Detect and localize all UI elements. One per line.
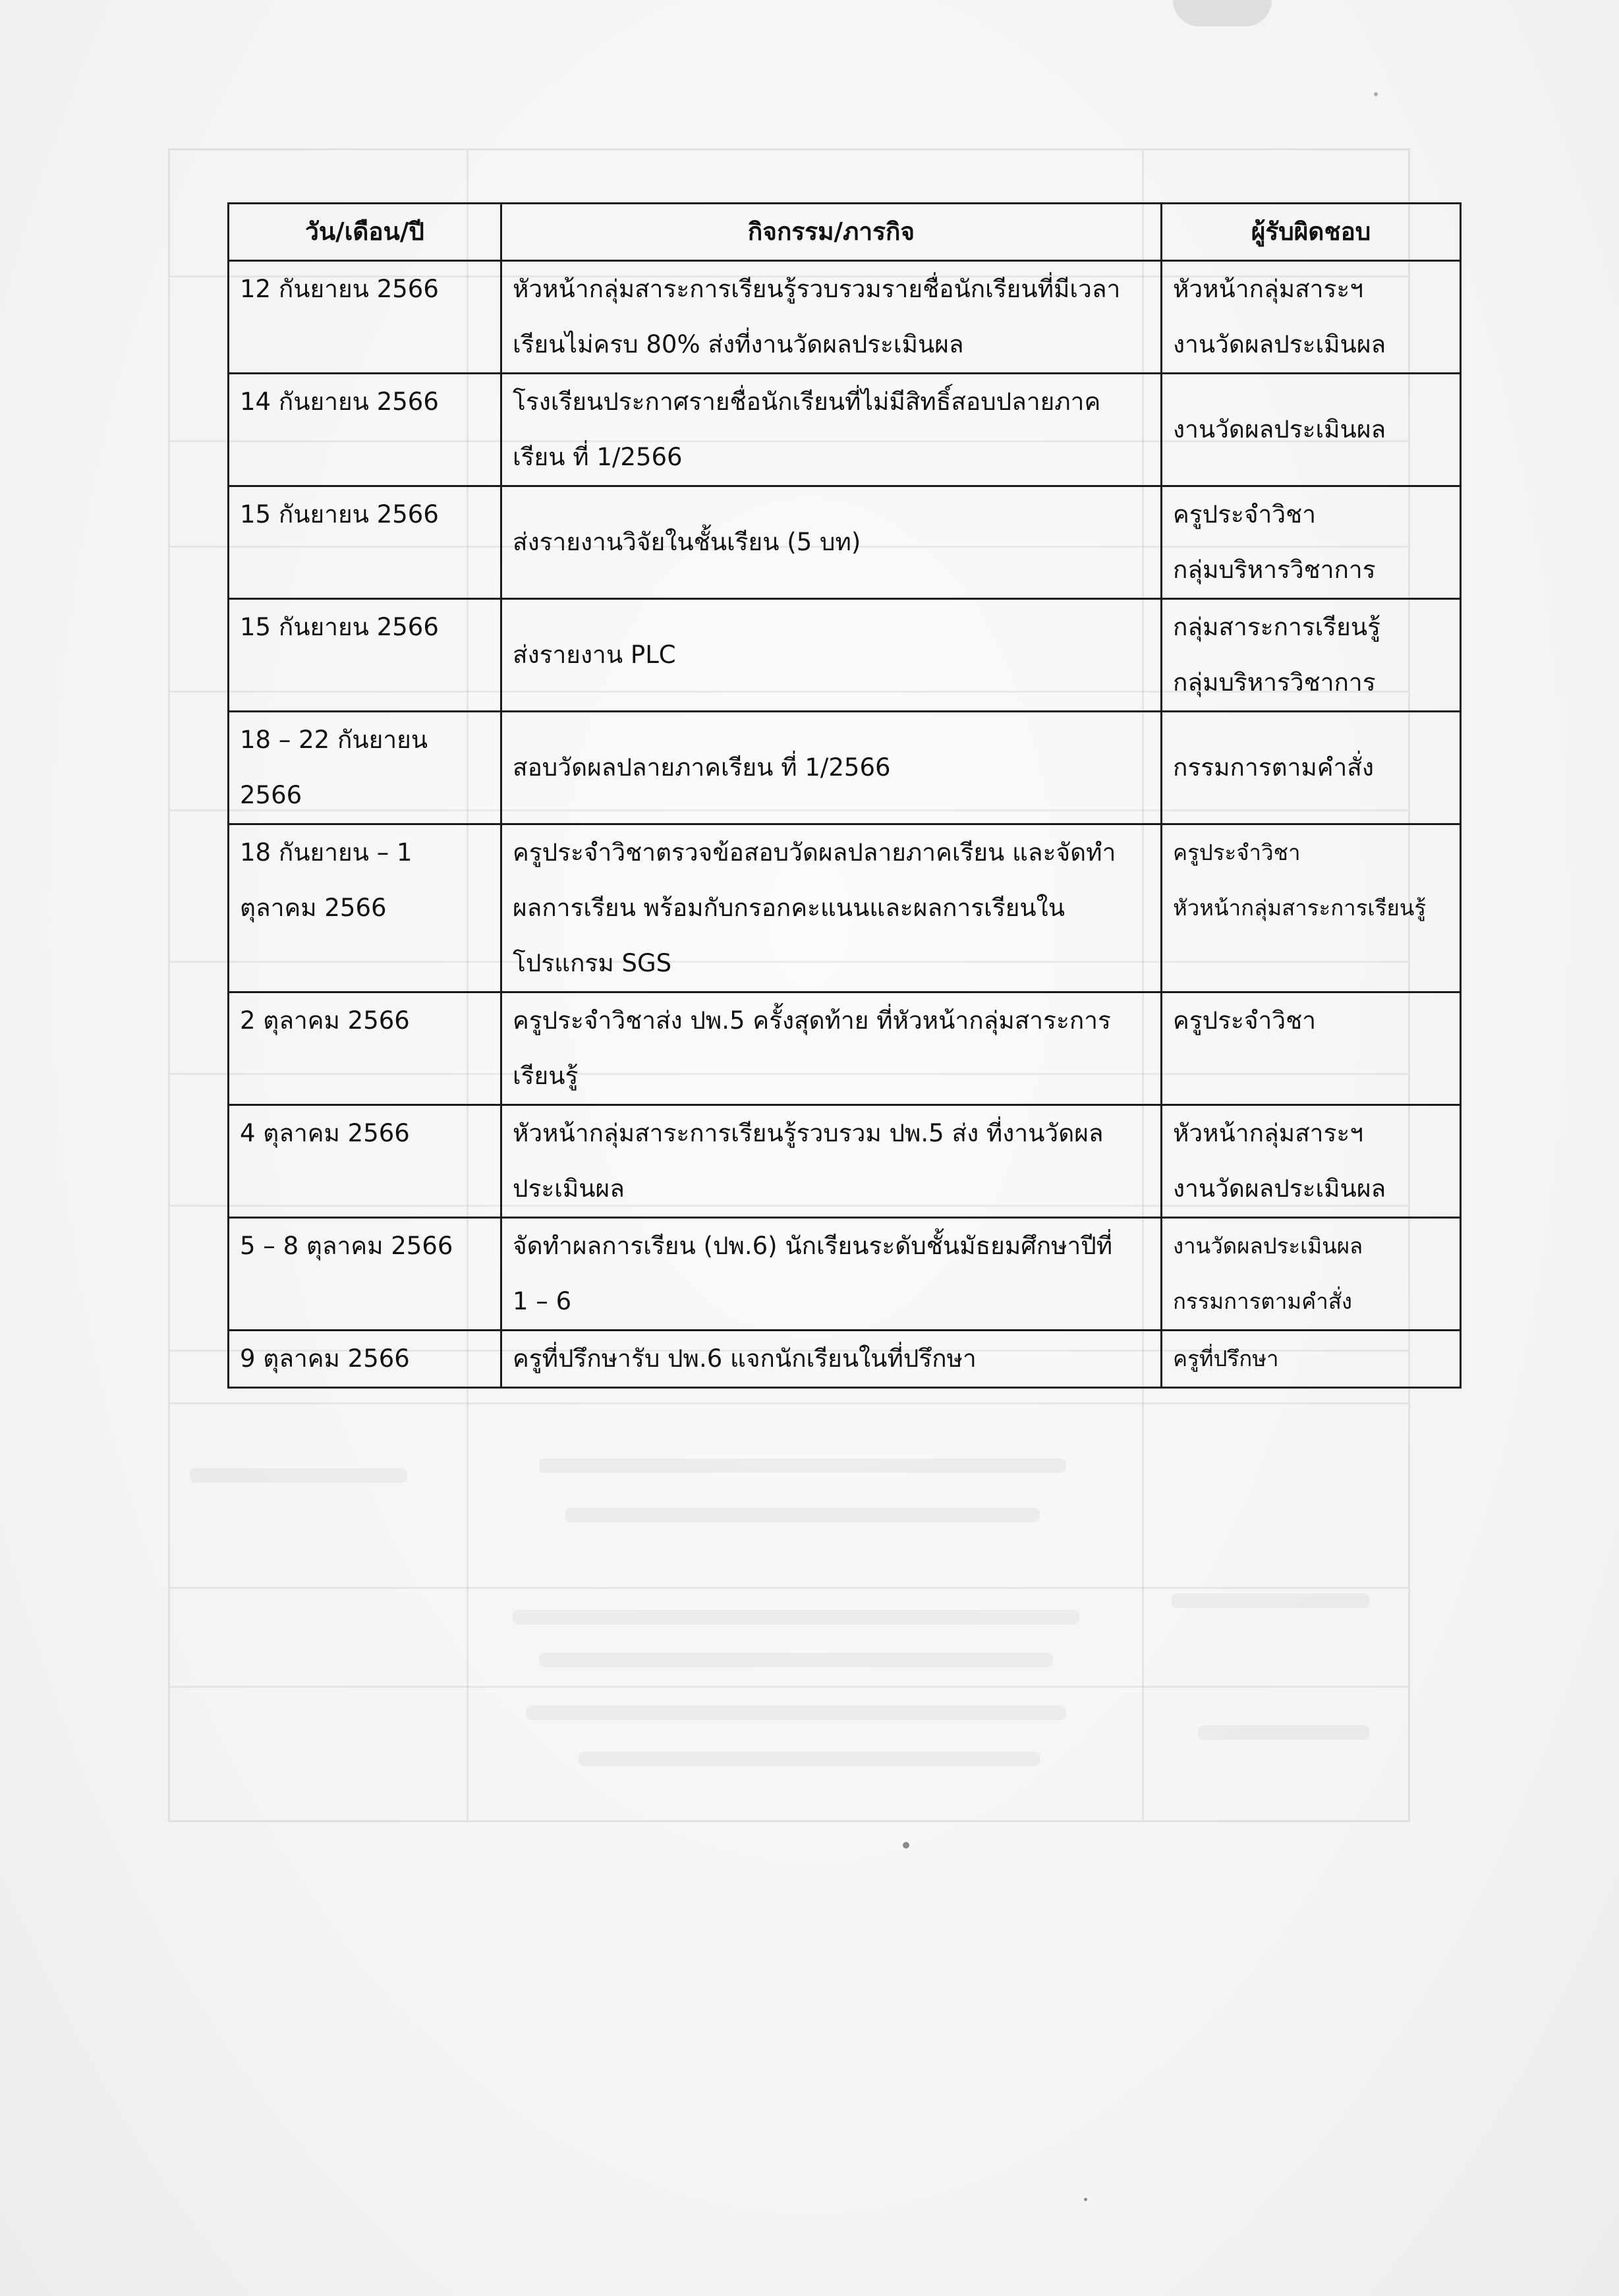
- responsible-text: งานวัดผลประเมินผล: [1173, 1233, 1363, 1259]
- responsible-cell: [1162, 374, 1461, 486]
- responsible-cell: [1162, 1218, 1461, 1331]
- table-row: [229, 1218, 1461, 1331]
- date-text: 2566: [240, 781, 302, 809]
- date-cell: [229, 1218, 501, 1331]
- date-cell: [229, 486, 501, 599]
- responsible-text: หัวหน้ากลุ่มสาระการเรียนรู้: [1173, 895, 1427, 921]
- date-text: ตุลาคม 2566: [240, 894, 387, 922]
- responsible-cell: [1162, 1331, 1461, 1388]
- header-responsible: ผู้รับผิดชอบ: [1162, 204, 1461, 261]
- responsible-text: กลุ่มบริหารวิชาการ: [1173, 556, 1376, 584]
- activity-cell: [501, 712, 1162, 824]
- table-row: [229, 992, 1461, 1105]
- responsible-text: ครูประจำวิชา: [1173, 1006, 1316, 1035]
- schedule-table: [227, 202, 1462, 1389]
- scan-smudge: [1173, 0, 1272, 26]
- date-cell: [229, 599, 501, 712]
- table-row: [229, 1331, 1461, 1388]
- responsible-cell: [1162, 1105, 1461, 1218]
- table-row: [229, 261, 1461, 374]
- date-text: 4 ตุลาคม 2566: [240, 1119, 410, 1147]
- activity-text: สอบวัดผลปลายภาคเรียน ที่ 1/2566: [513, 753, 891, 782]
- activity-cell: [501, 992, 1162, 1105]
- date-cell: [229, 1331, 501, 1388]
- activity-cell: [501, 1218, 1162, 1331]
- date-text: 12 กันยายน 2566: [240, 275, 439, 303]
- responsible-text: หัวหน้ากลุ่มสาระฯ: [1173, 1119, 1363, 1147]
- responsible-text: งานวัดผลประเมินผล: [1173, 330, 1386, 359]
- responsible-cell: [1162, 599, 1461, 712]
- responsible-text: ครูที่ปรึกษา: [1173, 1346, 1279, 1371]
- activity-text: โปรแกรม SGS: [513, 949, 672, 977]
- responsible-text: กลุ่มบริหารวิชาการ: [1173, 668, 1376, 697]
- date-text: 2 ตุลาคม 2566: [240, 1006, 410, 1035]
- header-date: วัน/เดือน/ปี: [229, 204, 501, 261]
- responsible-cell: [1162, 824, 1461, 992]
- date-cell: [229, 712, 501, 824]
- date-cell: [229, 374, 501, 486]
- responsible-text: กลุ่มสาระการเรียนรู้: [1173, 613, 1380, 641]
- date-text: 15 กันยายน 2566: [240, 613, 439, 641]
- activity-text: โรงเรียนประกาศรายชื่อนักเรียนที่ไม่มีสิทธิ์สอบปลายภาค: [513, 387, 1101, 416]
- activity-text: หัวหน้ากลุ่มสาระการเรียนรู้รวบรวม ปพ.5 ส่ง ที่งานวัดผล: [513, 1119, 1104, 1147]
- date-text: 9 ตุลาคม 2566: [240, 1344, 410, 1373]
- responsible-text: ครูประจำวิชา: [1173, 840, 1301, 865]
- responsible-text: งานวัดผลประเมินผล: [1173, 1174, 1386, 1203]
- activity-cell: [501, 261, 1162, 374]
- date-text: 5 – 8 ตุลาคม 2566: [240, 1232, 453, 1260]
- date-cell: [229, 1105, 501, 1218]
- activity-text: เรียนไม่ครบ 80% ส่งที่งานวัดผลประเมินผล: [513, 330, 964, 359]
- table-row: [229, 824, 1461, 992]
- date-text: 15 กันยายน 2566: [240, 500, 439, 529]
- activity-text: เรียน ที่ 1/2566: [513, 443, 683, 471]
- table-row: [229, 486, 1461, 599]
- responsible-cell: [1162, 261, 1461, 374]
- activity-text: ส่งรายงานวิจัยในชั้นเรียน (5 บท): [513, 528, 861, 556]
- activity-text: ผลการเรียน พร้อมกับกรอกคะแนนและผลการเรียนใน: [513, 894, 1065, 922]
- activity-text: 1 – 6: [513, 1287, 572, 1315]
- responsible-text: ครูประจำวิชา: [1173, 500, 1316, 529]
- activity-text: หัวหน้ากลุ่มสาระการเรียนรู้รวบรวมรายชื่อนักเรียนที่มีเวลา: [513, 275, 1121, 303]
- activity-cell: [501, 1331, 1162, 1388]
- activity-text: ส่งรายงาน PLC: [513, 641, 676, 669]
- activity-cell: [501, 374, 1162, 486]
- responsible-cell: [1162, 712, 1461, 824]
- date-cell: [229, 992, 501, 1105]
- date-text: 18 กันยายน – 1: [240, 838, 412, 867]
- date-text: 14 กันยายน 2566: [240, 387, 439, 416]
- activity-cell: [501, 486, 1162, 599]
- date-text: 18 – 22 กันยายน: [240, 726, 428, 754]
- activity-text: ครูประจำวิชาส่ง ปพ.5 ครั้งสุดท้าย ที่หัวหน้ากลุ่มสาระการ: [513, 1006, 1111, 1035]
- header-row: [229, 204, 1461, 261]
- responsible-text: กรรมการตามคำสั่ง: [1173, 753, 1374, 782]
- activity-text: ครูที่ปรึกษารับ ปพ.6 แจกนักเรียนในที่ปรึกษา: [513, 1344, 977, 1373]
- table-row: [229, 374, 1461, 486]
- header-activity: กิจกรรม/ภารกิจ: [501, 204, 1162, 261]
- scan-speck: [903, 1842, 909, 1849]
- date-cell: [229, 261, 501, 374]
- responsible-cell: [1162, 992, 1461, 1105]
- activity-text: เรียนรู้: [513, 1062, 579, 1090]
- responsible-text: กรรมการตามคำสั่ง: [1173, 1288, 1352, 1314]
- scan-speck: [1374, 92, 1378, 96]
- scan-speck: [1084, 2198, 1087, 2201]
- activity-text: ครูประจำวิชาตรวจข้อสอบวัดผลปลายภาคเรียน และจัดทำ: [513, 838, 1116, 867]
- activity-cell: [501, 1105, 1162, 1218]
- activity-cell: [501, 824, 1162, 992]
- table-row: [229, 599, 1461, 712]
- activity-text: ประเมินผล: [513, 1174, 625, 1203]
- table-row: [229, 1105, 1461, 1218]
- activity-cell: [501, 599, 1162, 712]
- date-cell: [229, 824, 501, 992]
- responsible-text: หัวหน้ากลุ่มสาระฯ: [1173, 275, 1363, 303]
- activity-text: จัดทำผลการเรียน (ปพ.6) นักเรียนระดับชั้นมัธยมศึกษาปีที่: [513, 1232, 1113, 1260]
- responsible-text: งานวัดผลประเมินผล: [1173, 415, 1386, 444]
- responsible-cell: [1162, 486, 1461, 599]
- table-row: [229, 712, 1461, 824]
